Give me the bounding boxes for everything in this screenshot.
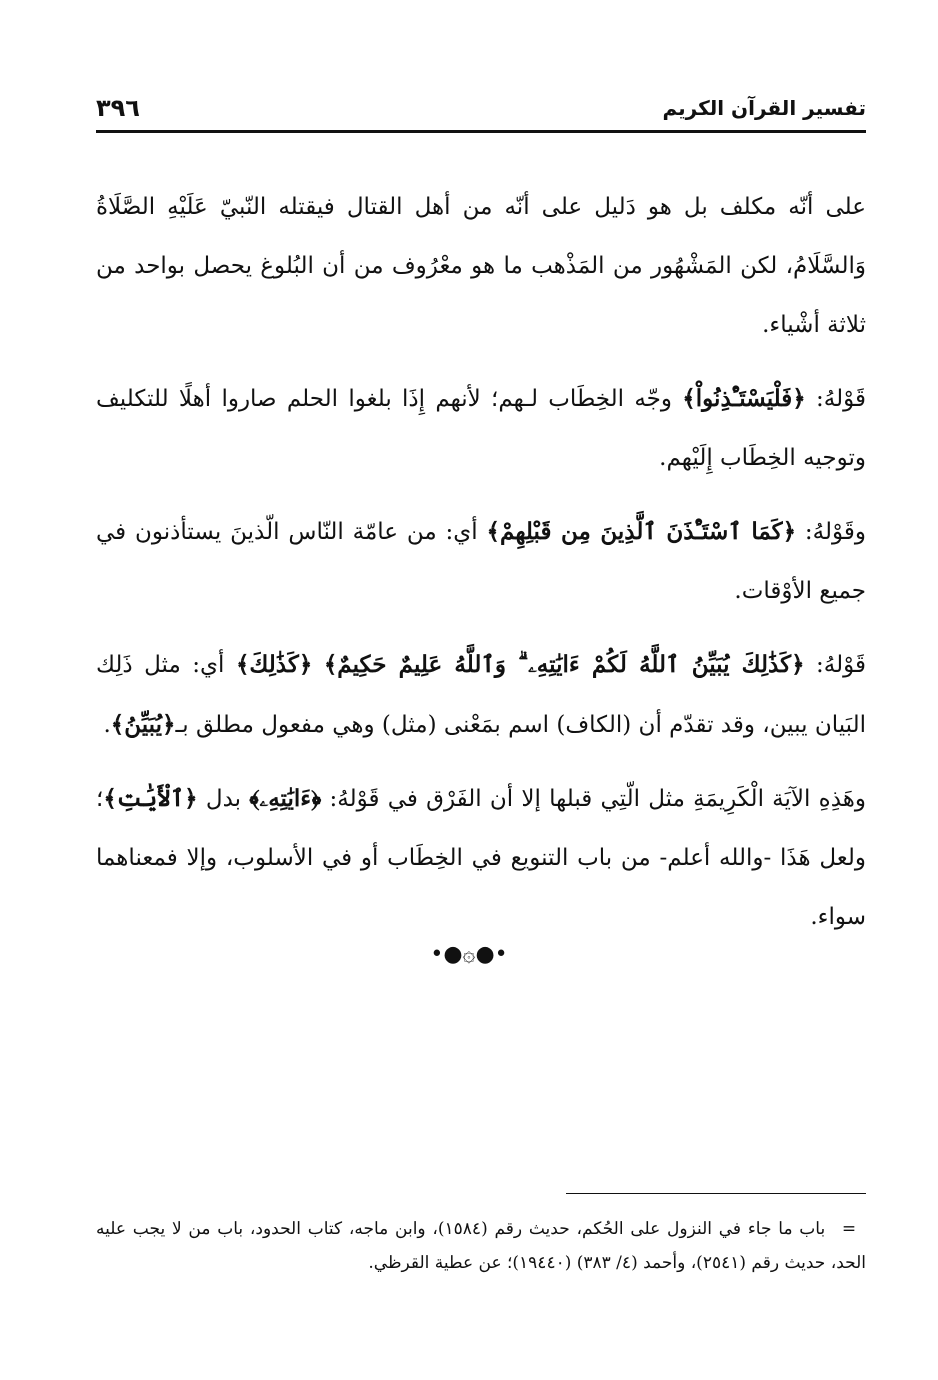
quran-quote: ﴿ءَايَٰتِهِۦ﴾ [249, 785, 322, 812]
quran-quote: ﴿يُبَيِّنُ﴾ [110, 711, 176, 738]
quran-quote: ﴿ٱلْأَيَٰتِ﴾ [103, 785, 198, 812]
page-number: ٣٩٦ [96, 94, 140, 122]
page-header [96, 94, 866, 133]
paragraph-text: . [103, 712, 111, 738]
paragraph-text: أي: من عامّة النّاس الّذينَ يستأذنون في جميع الأوْقات. [96, 519, 866, 604]
book-title: تفسير القرآن الكريم [662, 96, 866, 120]
paragraph-text: أي: مثل ذَلِك البَيان يبين، وقد تقدّم أن (الكاف) اسم بمَعْنى (مثل) وهي مفعول مطلق بـ [96, 652, 866, 738]
paragraph [96, 635, 866, 755]
paragraph-text: ؛ ولعل هَذَا -والله أعلم- من باب التنويع في الخِطَاب أو في الأسلوب، وإلا فمعناهما سواء. [96, 786, 866, 930]
paragraph-text: وهَذِهِ الآيَة الْكَرِيمَةِ مثل الّتِي قبلها إلا أن الفَرْق في قَوْلهُ: [321, 786, 867, 812]
quran-quote: ﴿فَلْيَسْتَـْٔذِنُواْ﴾ [682, 385, 806, 412]
paragraph-text [312, 652, 324, 678]
paragraph [96, 769, 866, 947]
footnote-continuation-marker: = [841, 1219, 857, 1239]
quran-quote: ﴿كَذَٰلِكَ يُبَيِّنُ ٱللَّهُ لَكُمْ ءَايَٰتِهِۦ ۗ وَٱللَّهُ عَلِيمٌ حَكِيمٌ﴾ [323, 651, 805, 678]
paragraph-text: وجّه الخِطَاب لـهم؛ لأنهم إِذَا بلغوا الحلم صاروا أهلًا للتكليف وتوجيه الخِطَاب إِلَيْهم. [96, 386, 866, 471]
paragraph-text: قَوْلهُ: [804, 652, 867, 678]
footnote-text: باب ما جاء في النزول على الحُكم، حديث رقم (١٥٨٤)، وابن ماجه، كتاب الحدود، باب من لا يجب عليه الحد، حديث رقم (٢٥٤١)، وأحمد (٤/ ٣٨٣) (١٩٤٤٠)؛ عن عطية القرظي. [96, 1219, 866, 1273]
quran-quote: ﴿كَمَا ٱسْتَـْٔذَنَ ٱلَّذِينَ مِن قَبْلِهِمْ﴾ [486, 518, 797, 545]
paragraph-text: على أنّه مكلف بل هو دَليل على أنّه من أهل القتال فيقتله النّبيّ عَلَيْهِ الصَّلَاةُ وَالسَّلَامُ، لكن المَشْهُور من المَذْهب ما هو معْرُوف من أن البُلوغ يحصل بواحد من ثلاثة أشْياء. [96, 194, 866, 338]
paragraph [96, 178, 866, 355]
paragraph [96, 369, 866, 488]
paragraph [96, 502, 866, 621]
footnote-divider [566, 1193, 866, 1194]
section-separator: •●۞●• [430, 942, 508, 967]
quran-quote: ﴿كَذَٰلِكَ﴾ [235, 651, 313, 678]
paragraph-text: بدل [197, 786, 250, 812]
footnote [96, 1212, 866, 1280]
paragraph-text: وقَوْلهُ: [796, 519, 866, 545]
body-text [96, 178, 866, 961]
paragraph-text: قَوْلهُ: [805, 386, 867, 412]
